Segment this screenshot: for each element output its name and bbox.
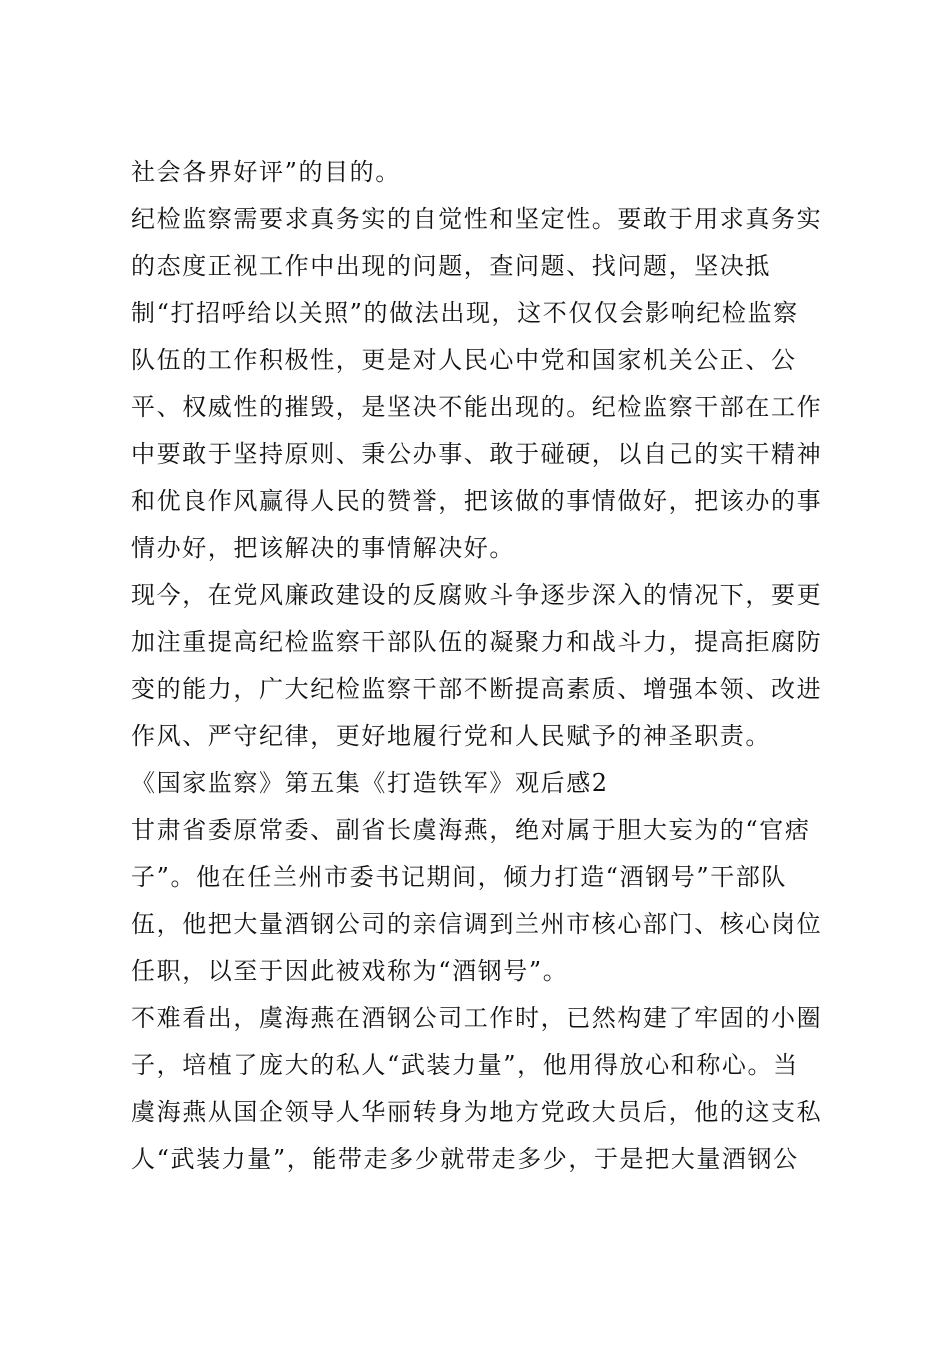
text-line: 加注重提高纪检监察干部队伍的凝聚力和战斗力，提高拒腐防 (131, 628, 823, 656)
text-line: 现今，在党风廉政建设的反腐败斗争逐步深入的情况下，要更 (131, 581, 823, 609)
text-line: 中要敢于坚持原则、秉公办事、敢于碰硬，以自己的实干精神 (131, 440, 823, 468)
text-line: 不难看出，虞海燕在酒钢公司工作时，已然构建了牢固的小圈 (131, 1004, 823, 1032)
text-line: 甘肃省委原常委、副省长虞海燕，绝对属于胆大妄为的“官痞 (131, 816, 811, 844)
text-line: 变的能力，广大纪检监察干部不断提高素质、增强本领、改进 (131, 675, 823, 703)
text-line: 伍，他把大量酒钢公司的亲信调到兰州市核心部门、核心岗位 (131, 910, 823, 938)
text-line: 制“打招呼给以关照”的做法出现，这不仅仅会影响纪检监察 (131, 299, 799, 327)
section-title: 《国家监察》第五集《打造铁军》观后感2 (131, 769, 609, 797)
text-line: 和优良作风赢得人民的赞誉，把该做的事情做好，把该办的事 (131, 487, 823, 515)
text-line: 社会各界好评”的目的。 (131, 158, 401, 186)
text-line: 任职，以至于因此被戏称为“酒钢号”。 (131, 957, 569, 985)
text-line: 队伍的工作积极性，更是对人民心中党和国家机关公正、公 (131, 346, 797, 374)
body-text (131, 149, 823, 1183)
text-line: 人“武装力量”，能带走多少就带走多少，于是把大量酒钢公 (131, 1145, 799, 1173)
text-line: 平、权威性的摧毁，是坚决不能出现的。纪检监察干部在工作 (131, 393, 823, 421)
text-line: 的态度正视工作中出现的问题，查问题、找问题，坚决抵 (131, 252, 771, 280)
text-line: 情办好，把该解决的事情解决好。 (131, 534, 515, 562)
text-line: 纪检监察需要求真务实的自觉性和坚定性。要敢于用求真务实 (131, 205, 823, 233)
text-line: 作风、严守纪律，更好地履行党和人民赋予的神圣职责。 (131, 722, 771, 750)
text-line: 子”。他在任兰州市委书记期间，倾力打造“酒钢号”干部队 (131, 863, 788, 891)
text-line: 虞海燕从国企领导人华丽转身为地方党政大员后，他的这支私 (131, 1098, 823, 1126)
text-line: 子，培植了庞大的私人“武装力量”，他用得放心和称心。当 (131, 1051, 799, 1079)
